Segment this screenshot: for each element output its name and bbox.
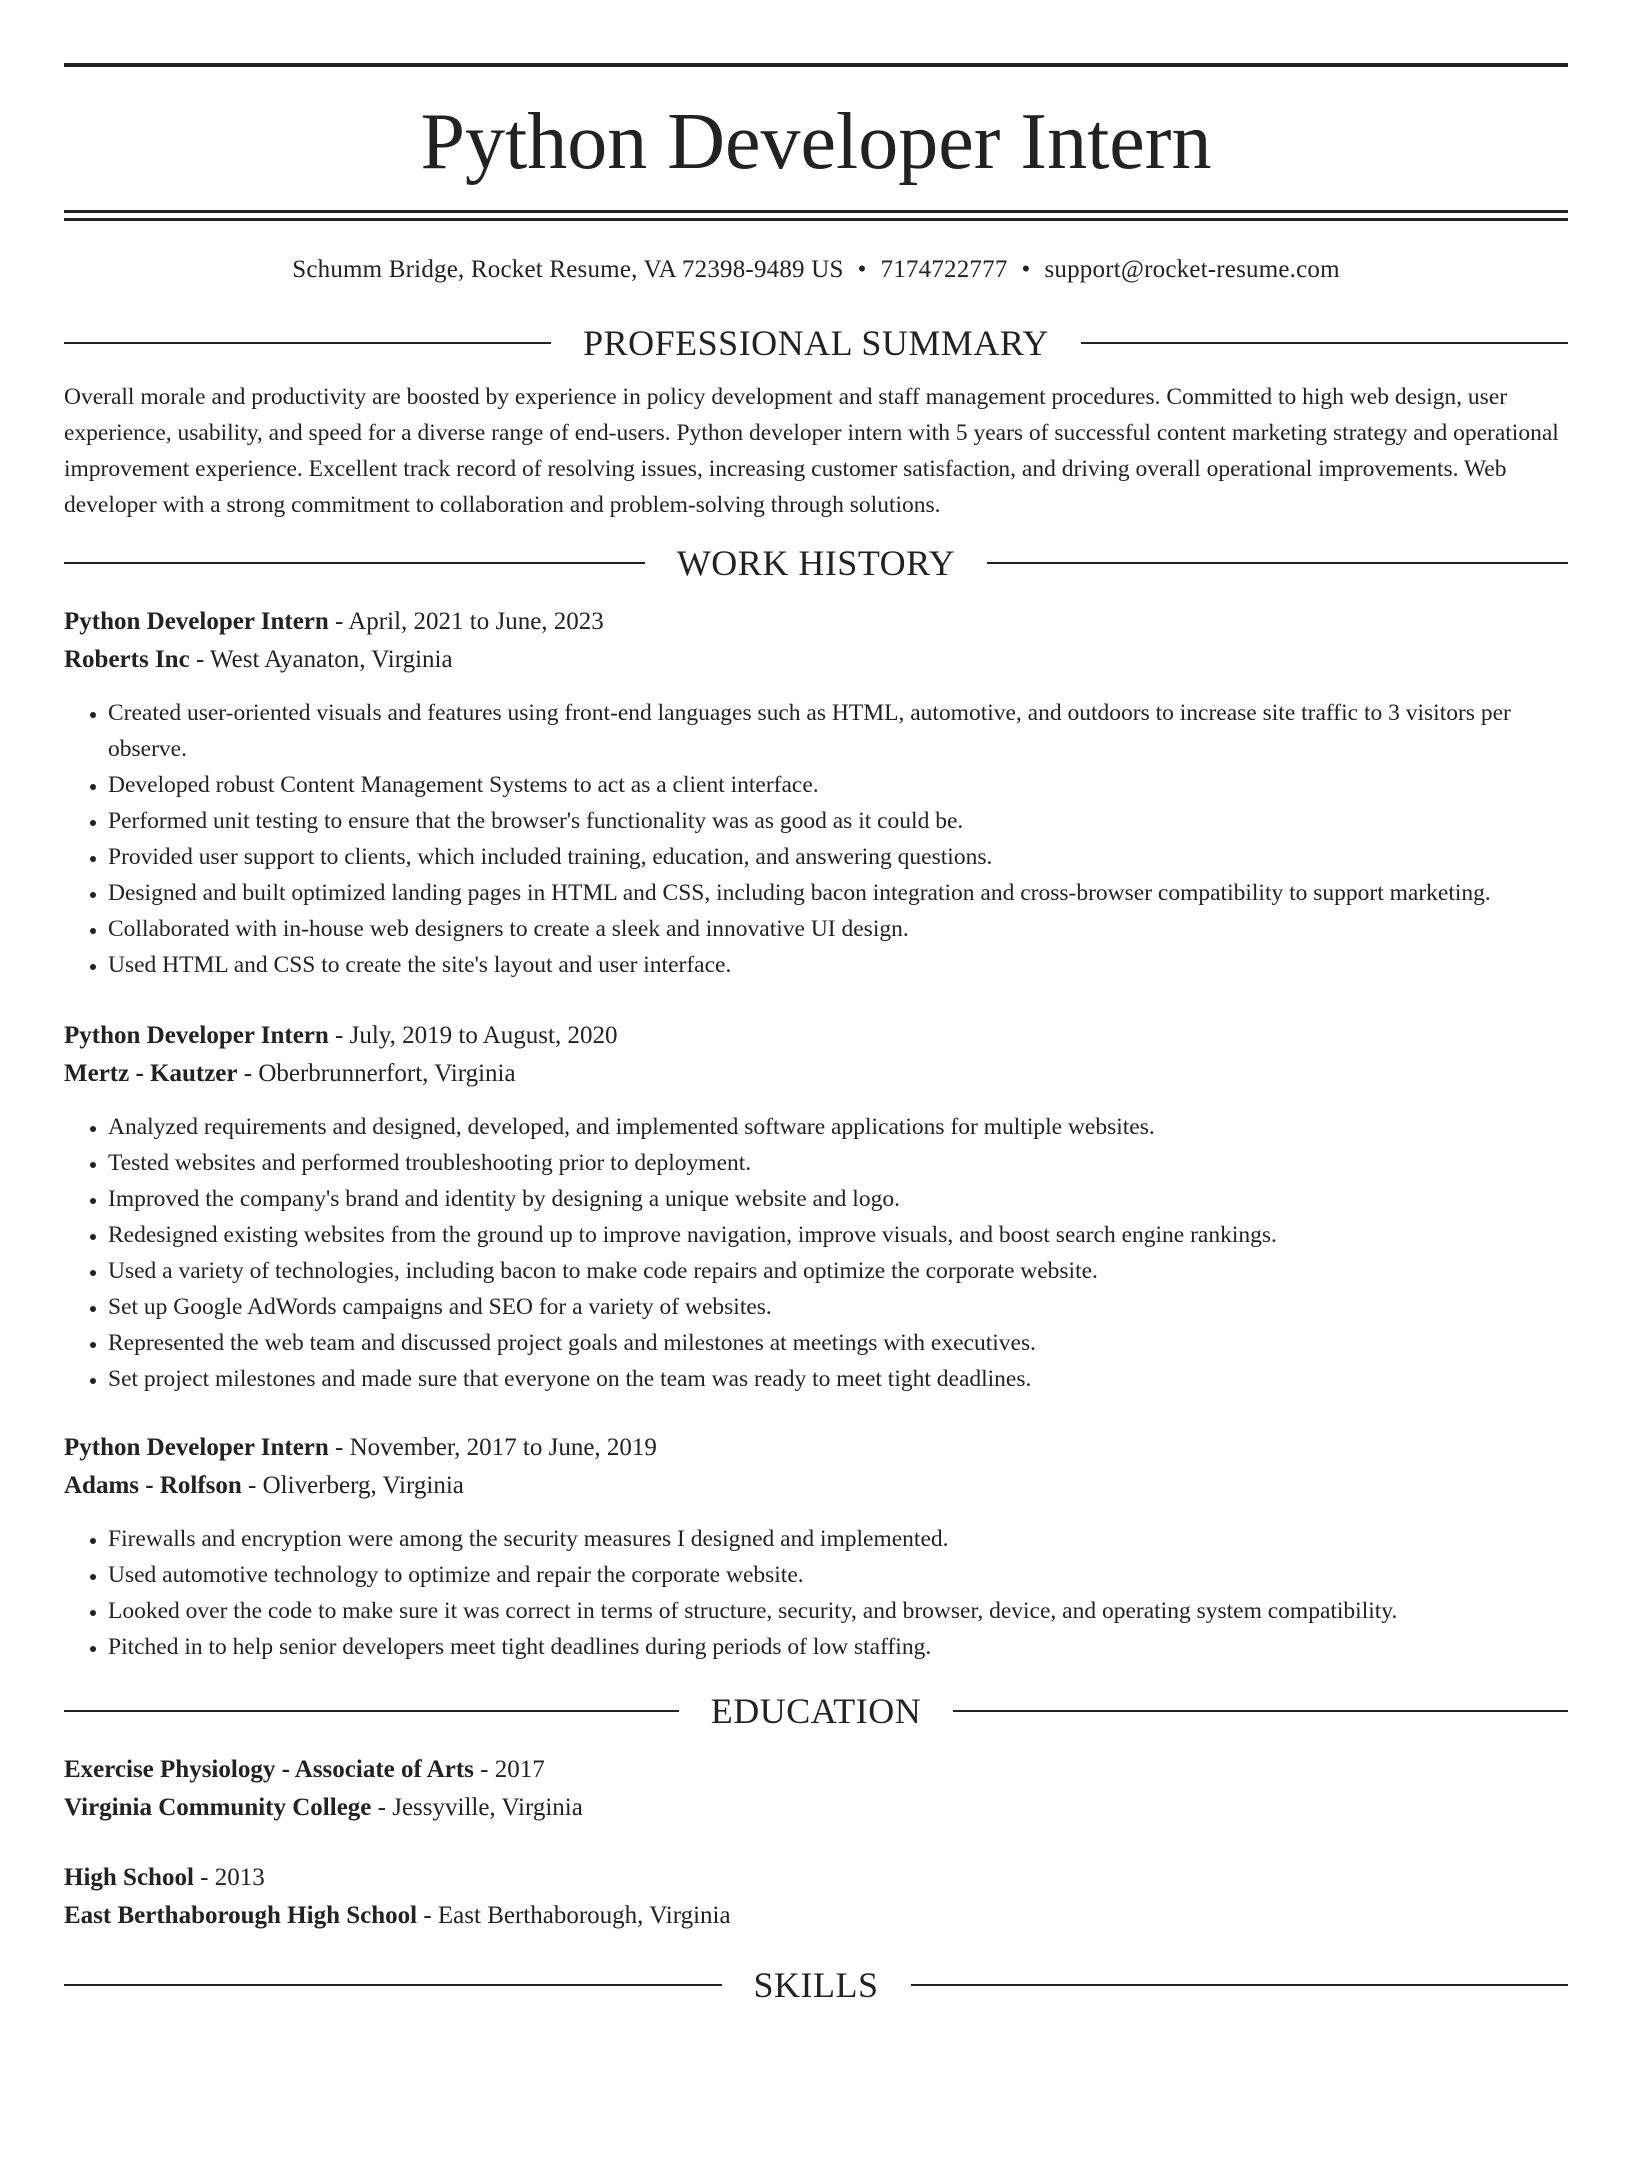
job-dates: - April, 2021 to June, 2023 (328, 608, 604, 635)
contact-email: support@rocket-resume.com (1044, 256, 1340, 283)
list-item: • Developed robust Content Management Systems to act as a client interface. (108, 767, 1568, 803)
education-degree-line (64, 1751, 1568, 1789)
job-company: Mertz - Kautzer (64, 1060, 238, 1087)
job-title-line (64, 1429, 1568, 1467)
list-item: • Created user-oriented visuals and features using front-end languages such as HTML, automotive, and outdoors to increase site traffic to 3 visitors per observe. (108, 695, 1568, 767)
section-title: PROFESSIONAL SUMMARY (583, 323, 1049, 363)
education-year: - 2017 (473, 1756, 545, 1783)
contact-separator: • (1021, 256, 1031, 283)
job-company: Roberts Inc (64, 646, 190, 673)
heading-rule (953, 1710, 1568, 1712)
education-location: - East Berthaborough, Virginia (417, 1902, 731, 1929)
job-title-line (64, 603, 1568, 641)
education-school: East Berthaborough High School (64, 1902, 418, 1929)
education-degree: Exercise Physiology - Associate of Arts (64, 1756, 474, 1783)
list-item: • Tested websites and performed troubleshooting prior to deployment. (108, 1145, 1568, 1181)
job-entry (64, 603, 1568, 983)
list-item: • Redesigned existing websites from the ground up to improve navigation, improve visuals, and boost search engine rankings. (108, 1217, 1568, 1253)
section-title: EDUCATION (710, 1691, 922, 1731)
heading-rule (911, 1984, 1569, 1986)
list-item: • Looked over the code to make sure it was correct in terms of structure, security, and browser, device, and operating system compatibility. (108, 1593, 1568, 1629)
job-company-line (64, 641, 1568, 679)
section-title: SKILLS (753, 1965, 879, 2005)
list-item: • Set up Google AdWords campaigns and SEO for a variety of websites. (108, 1289, 1568, 1325)
heading-rule (1081, 342, 1568, 344)
section-heading-education (64, 1691, 1568, 1731)
job-company-line (64, 1055, 1568, 1093)
section-heading-skills (64, 1965, 1568, 2005)
job-entry (64, 1429, 1568, 1665)
list-item: • Performed unit testing to ensure that the browser's functionality was as good as it could be. (108, 803, 1568, 839)
education-degree: High School (64, 1864, 194, 1891)
job-dates: - November, 2017 to June, 2019 (328, 1434, 657, 1461)
job-title: Python Developer Intern (64, 1434, 329, 1461)
list-item: • Collaborated with in-house web designers to create a sleek and innovative UI design. (108, 911, 1568, 947)
heading-rule (64, 562, 645, 564)
job-location: - West Ayanaton, Virginia (189, 646, 453, 673)
list-item: • Used a variety of technologies, including bacon to make code repairs and optimize the corporate website. (108, 1253, 1568, 1289)
contact-phone: 7174722777 (880, 256, 1008, 283)
list-item: • Improved the company's brand and identity by designing a unique website and logo. (108, 1181, 1568, 1217)
section-title: WORK HISTORY (676, 543, 956, 583)
education-year: - 2013 (193, 1864, 265, 1891)
heading-rule (64, 1984, 722, 1986)
list-item: • Designed and built optimized landing pages in HTML and CSS, including bacon integration and cross-browser compatibility to support marketing. (108, 875, 1568, 911)
list-item: • Analyzed requirements and designed, developed, and implemented software applications for multiple websites. (108, 1109, 1568, 1145)
job-bullets (64, 1109, 1568, 1397)
education-entry (64, 1859, 1568, 1935)
contact-line (64, 255, 1568, 285)
job-title: Python Developer Intern (64, 608, 329, 635)
section-heading-summary (64, 323, 1568, 363)
list-item: • Pitched in to help senior developers meet tight deadlines during periods of low staffing. (108, 1629, 1568, 1665)
education-location: - Jessyville, Virginia (371, 1794, 583, 1821)
summary-text: Overall morale and productivity are boosted by experience in policy development and staff management procedures. Committed to high web design, user experience, usability, and speed for a diverse range of end-users. Python developer intern with 5 years of successful content marketing strategy and operational improvement experience. Excellent track record of resolving issues, increasing customer satisfaction, and driving overall operational improvements. Web developer with a strong commitment to collaboration and problem-solving through solutions. (64, 384, 1559, 518)
contact-address: Schumm Bridge, Rocket Resume, VA 72398-9489 US (292, 256, 844, 283)
resume-page (0, 63, 1632, 2175)
heading-rule (987, 562, 1568, 564)
title-double-rule (64, 210, 1568, 221)
education-school-line (64, 1789, 1568, 1827)
job-company: Adams - Rolfson (64, 1472, 242, 1499)
education-school: Virginia Community College (64, 1794, 372, 1821)
list-item: • Used automotive technology to optimize and repair the corporate website. (108, 1557, 1568, 1593)
contact-separator: • (857, 256, 867, 283)
job-location: - Oberbrunnerfort, Virginia (237, 1060, 516, 1087)
education-degree-line (64, 1859, 1568, 1897)
job-bullets (64, 695, 1568, 983)
list-item: • Set project milestones and made sure that everyone on the team was ready to meet tight deadlines. (108, 1361, 1568, 1397)
job-title: Python Developer Intern (64, 1022, 329, 1049)
job-location: - Oliverberg, Virginia (241, 1472, 464, 1499)
job-company-line (64, 1467, 1568, 1505)
job-dates: - July, 2019 to August, 2020 (328, 1022, 618, 1049)
list-item: • Firewalls and encryption were among the security measures I designed and implemented. (108, 1521, 1568, 1557)
page-title: Python Developer Intern (420, 98, 1212, 186)
section-heading-work-history (64, 543, 1568, 583)
list-item: • Used HTML and CSS to create the site's layout and user interface. (108, 947, 1568, 983)
job-entry (64, 1017, 1568, 1397)
heading-rule (64, 342, 551, 344)
list-item: • Represented the web team and discussed project goals and milestones at meetings with executives. (108, 1325, 1568, 1361)
heading-rule (64, 1710, 679, 1712)
job-title-line (64, 1017, 1568, 1055)
list-item: • Provided user support to clients, which included training, education, and answering questions. (108, 839, 1568, 875)
job-bullets (64, 1521, 1568, 1665)
education-entry (64, 1751, 1568, 1827)
education-school-line (64, 1897, 1568, 1935)
